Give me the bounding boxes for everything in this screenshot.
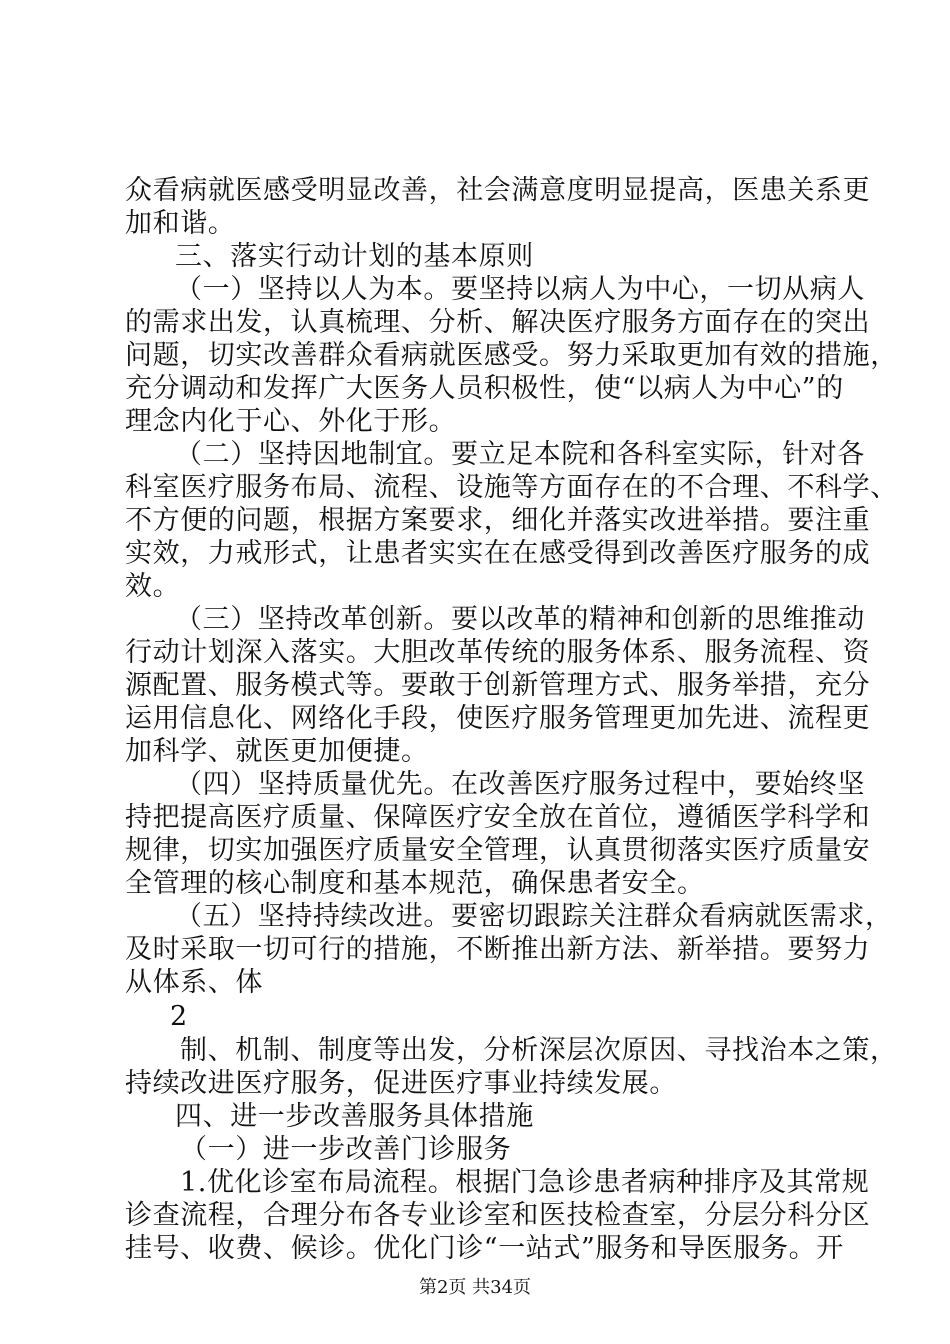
paragraph-line: 充分调动和发挥广大医务人员积极性，使“以病人为中心”的 (125, 373, 844, 404)
section-heading: 三、落实行动计划的基本原则 (175, 241, 534, 272)
section-heading: 四、进一步改善服务具体措施 (175, 1101, 534, 1132)
subsection-heading: （一）进一步改善门诊服务 (180, 1134, 512, 1165)
paragraph-line: （四）坚持质量优先。在改善医疗服务过程中，要始终坚 (175, 769, 865, 800)
paragraph-line: 诊查流程，合理分布各专业诊室和医技检查室，分层分科分区 (125, 1200, 871, 1231)
paragraph-line: 1.优化诊室布局流程。根据门急诊患者病种排序及其常规 (180, 1167, 870, 1198)
paragraph-line: 实效，力戒形式，让患者实实在在感受得到改善医疗服务的成 (125, 538, 871, 569)
paragraph-line: 源配置、服务模式等。要敢于创新管理方式、服务举措，充分 (125, 670, 871, 701)
paragraph-line: 规律，切实加强医疗质量安全管理，认真贯彻落实医疗质量安 (125, 835, 871, 866)
page-footer: 第2页 共34页 (418, 1277, 532, 1298)
paragraph-line: 全管理的核心制度和基本规范，确保患者安全。 (125, 868, 705, 899)
paragraph-line: 效。 (125, 571, 181, 602)
paragraph-line: 及时采取一切可行的措施，不断推出新方法、新举措。要努力 (125, 934, 871, 965)
paragraph-line: 不方便的问题，根据方案要求，细化并落实改进举措。要注重 (125, 505, 871, 536)
paragraph-line: 制、机制、制度等出发，分析深层次原因、寻找治本之策， (180, 1035, 898, 1066)
paragraph-line: （二）坚持因地制宜。要立足本院和各科室实际，针对各 (175, 439, 865, 470)
paragraph-line: 加科学、就医更加便捷。 (125, 736, 429, 767)
inline-page-number: 2 (170, 1001, 188, 1032)
paragraph-line: 从体系、体 (125, 967, 263, 998)
paragraph-line: （五）坚持持续改进。要密切跟踪关注群众看病就医需求， (175, 901, 893, 932)
paragraph-line: （一）坚持以人为本。要坚持以病人为中心，一切从病人 (175, 274, 865, 305)
paragraph-line: 行动计划深入落实。大胆改革传统的服务体系、服务流程、资 (125, 637, 871, 668)
paragraph-line: 挂号、收费、候诊。优化门诊“一站式”服务和导医服务。开 (125, 1233, 844, 1264)
paragraph-line: 加和谐。 (125, 208, 236, 239)
paragraph-line: 科室医疗服务布局、流程、设施等方面存在的不合理、不科学、 (125, 472, 898, 503)
paragraph-line: 理念内化于心、外化于形。 (125, 406, 457, 437)
paragraph-line: 众看病就医感受明显改善，社会满意度明显提高，医患关系更 (125, 175, 871, 206)
paragraph-line: 持续改进医疗服务，促进医疗事业持续发展。 (125, 1068, 677, 1099)
paragraph-line: 持把提高医疗质量、保障医疗安全放在首位，遵循医学科学和 (125, 802, 871, 833)
paragraph-line: 问题，切实改善群众看病就医感受。努力采取更加有效的措施， (125, 340, 898, 371)
paragraph-line: 运用信息化、网络化手段，使医疗服务管理更加先进、流程更 (125, 703, 871, 734)
paragraph-line: （三）坚持改革创新。要以改革的精神和创新的思维推动 (175, 604, 865, 635)
paragraph-line: 的需求出发，认真梳理、分析、解决医疗服务方面存在的突出 (125, 307, 871, 338)
